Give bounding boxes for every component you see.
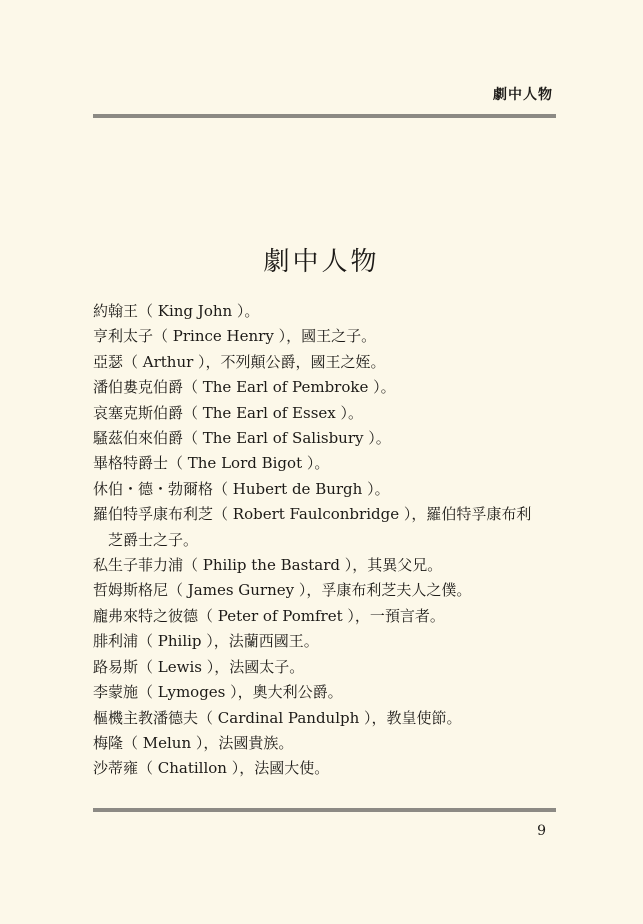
page-title: 劇中人物	[263, 247, 380, 277]
running-head: 劇中人物	[493, 87, 553, 103]
character-entry	[93, 502, 563, 553]
character-entry: 路易斯（ Lewis ），法國太子。	[93, 657, 305, 676]
character-entry: 潘伯婁克伯爵（ The Earl of Pembroke ）。	[93, 378, 396, 397]
character-entry: 哲姆斯格尼（ James Gurney ），孚康布利芝夫人之僕。	[93, 581, 472, 600]
character-entry: 約翰王（ King John ）。	[93, 302, 260, 320]
character-entry-text: 羅伯特孚康布利芝（ Robert Faulconbridge ），羅伯特孚康布利	[93, 505, 532, 524]
character-entry: 私生子菲力浦（ Philip the Bastard ），其異父兄。	[93, 556, 443, 575]
character-entry: 梅隆（ Melun ），法國貴族。	[93, 733, 294, 752]
character-entry: 亨利太子（ Prince Henry ），國王之子。	[93, 327, 377, 346]
footer-rule	[93, 808, 556, 812]
character-entry: 沙蒂雍（ Chatillon ），法國大使。	[93, 759, 330, 778]
header-rule	[93, 114, 556, 118]
character-entry: 亞瑟（ Arthur ），不列顛公爵，國王之姪。	[93, 352, 386, 371]
character-entry: 休伯・德・勃爾格（ Hubert de Burgh ）。	[93, 479, 390, 498]
character-entry: 龐弗來特之彼德（ Peter of Pomfret ），一預言者。	[93, 606, 445, 625]
character-entry: 哀塞克斯伯爵（ The Earl of Essex ）。	[93, 403, 364, 422]
character-entry: 李蒙施（ Lymoges ），奧大利公爵。	[93, 683, 343, 702]
character-entry: 腓利浦（ Philip ），法蘭西國王。	[93, 632, 319, 651]
page-number: 9	[537, 823, 546, 839]
character-entry: 樞機主教潘德夫（ Cardinal Pandulph ），教皇使節。	[93, 708, 462, 727]
character-entry: 畢格特爵士（ The Lord Bigot ）。	[93, 454, 330, 473]
character-entry-continuation: 芝爵士之子。	[108, 530, 199, 549]
character-entry: 騷茲伯來伯爵（ The Earl of Salisbury ）。	[93, 429, 391, 448]
character-list	[93, 299, 563, 782]
